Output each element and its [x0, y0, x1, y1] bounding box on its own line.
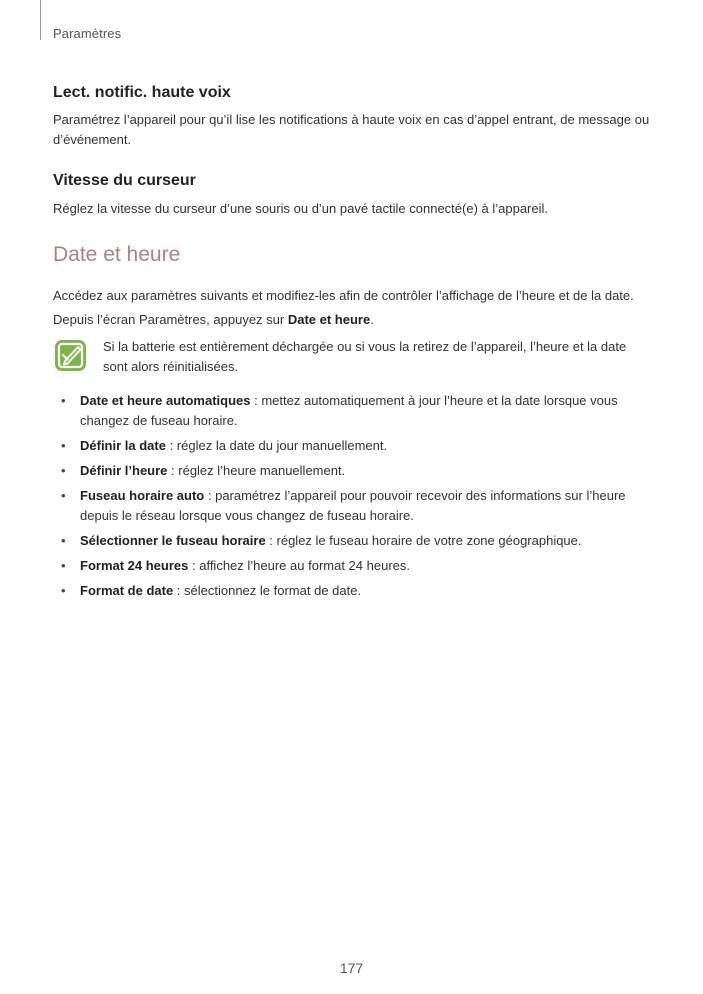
list-item: [53, 436, 653, 456]
lect-notif-body: Paramétrez l’appareil pour qu’il lise les notifications à haute voix en cas d’appel entrant, de message ou d’événement.: [53, 112, 650, 147]
page-content: [53, 82, 653, 606]
list-item-term: Fuseau horaire auto: [80, 488, 205, 504]
bullet-icon: •: [61, 533, 66, 549]
lect-notif-heading: Lect. notific. haute voix: [53, 84, 231, 101]
header-divider: [40, 0, 41, 40]
list-item: [53, 391, 653, 431]
vitesse-heading: Vitesse du curseur: [53, 172, 196, 189]
list-item-term: Définir la date: [80, 438, 166, 454]
settings-list: [53, 391, 653, 601]
list-item-term: Définir l’heure: [80, 463, 168, 479]
bullet-icon: •: [61, 488, 66, 504]
note-pencil-icon: [54, 339, 87, 372]
page-number: 177: [339, 960, 364, 976]
bullet-icon: •: [61, 393, 66, 409]
section-vitesse-curseur: [53, 170, 653, 219]
list-item-desc: : affichez l’heure au format 24 heures.: [188, 558, 410, 574]
list-item: [53, 581, 653, 601]
list-item-term: Format de date: [80, 583, 174, 599]
bullet-icon: •: [61, 558, 66, 574]
bullet-icon: •: [61, 583, 66, 599]
date-heure-path: [53, 310, 653, 330]
list-item: [53, 556, 653, 576]
date-heure-intro: [53, 286, 653, 330]
list-item: [53, 486, 653, 526]
running-header-title: Paramètres: [53, 26, 122, 41]
bullet-icon: •: [61, 438, 66, 454]
path-bold: Date et heure: [287, 312, 371, 328]
date-heure-intro-text: Accédez aux paramètres suivants et modifiez-les afin de contrôler l’affichage de l’heure et de la date.: [53, 288, 634, 304]
bullet-icon: •: [61, 463, 66, 479]
list-item: [53, 531, 653, 551]
note-box: [53, 337, 653, 377]
list-item-desc: : sélectionnez le format de date.: [173, 583, 362, 599]
list-item: [53, 461, 653, 481]
vitesse-body: Réglez la vitesse du curseur d’une souris ou d’un pavé tactile connecté(e) à l’appareil.: [53, 201, 549, 216]
list-item-desc: : réglez la date du jour manuellement.: [165, 438, 388, 454]
list-item-desc: : paramétrez l’appareil pour pouvoir recevoir des informations sur l’heure depuis le réseau lorsque vous changez de fuseau horaire.: [80, 488, 626, 524]
list-item-term: Date et heure automatiques: [80, 393, 251, 409]
path-suffix: .: [370, 312, 374, 328]
list-item-term: Format 24 heures: [80, 558, 189, 574]
page-header: [0, 0, 200, 42]
list-item-desc: : réglez le fuseau horaire de votre zone géographique.: [265, 533, 582, 549]
section-lect-notif: [53, 82, 653, 150]
path-prefix: Depuis l’écran Paramètres, appuyez sur: [53, 312, 288, 328]
list-item-term: Sélectionner le fuseau horaire: [80, 533, 266, 549]
list-item-desc: : réglez l’heure manuellement.: [167, 463, 346, 479]
list-item-desc: : mettez automatiquement à jour l’heure et la date lorsque vous changez de fuseau horaire.: [80, 393, 618, 429]
note-text: Si la batterie est entièrement déchargée ou si vous la retirez de l’appareil, l’heure et la date sont alors réinitialisées.: [103, 339, 627, 375]
date-heure-title: Date et heure: [53, 243, 181, 266]
